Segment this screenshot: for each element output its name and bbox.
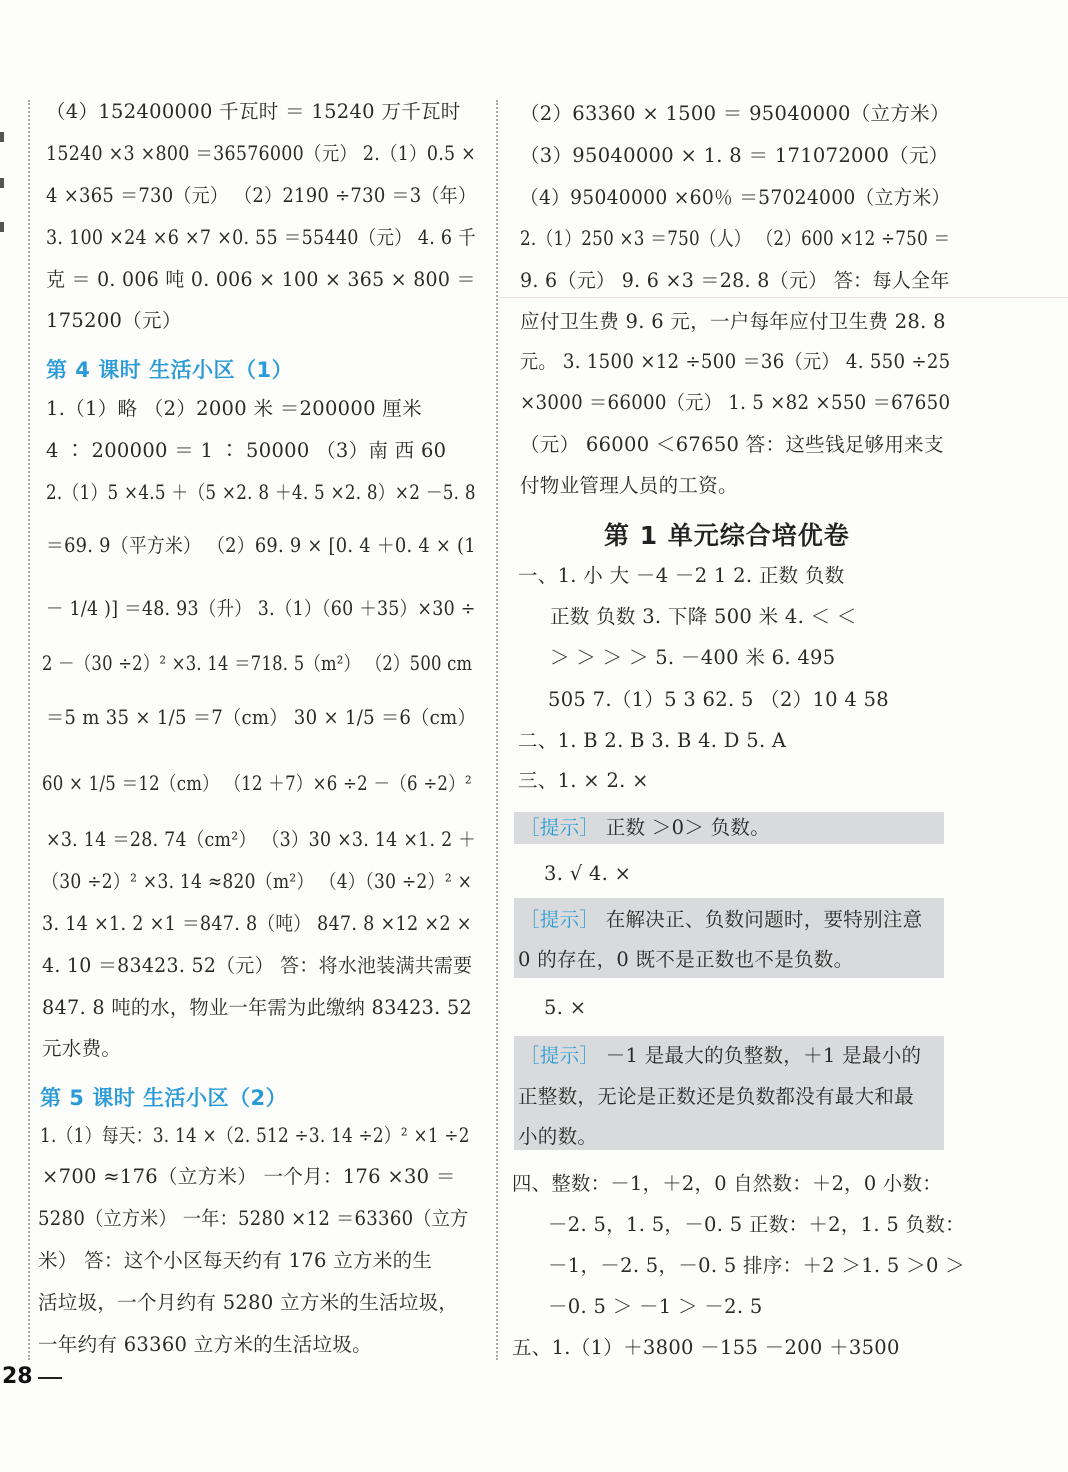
answer-line: 3. 14 ×1. 2 ×1 ＝847. 8（吨） 847. 8 ×12 ×2 ×	[42, 912, 472, 935]
answer-line: （30 ÷2）² ×3. 14 ≈820（m²） （4）（30 ÷2）² ×	[42, 870, 473, 893]
answer-line: 175200（元）	[46, 309, 182, 332]
answer-line: 5280（立方米） 一年：5280 ×12 ＝63360（立方	[38, 1207, 469, 1230]
answer-line: 正数 负数 3. 下降 500 米 4. ＜ ＜	[550, 605, 857, 628]
answer-line: －0. 5 ＞ －1 ＞ －2. 5	[548, 1295, 763, 1318]
answer-line: ＞ ＞ ＞ ＞ 5. －400 米 6. 495	[550, 646, 836, 669]
answer-line: ＝5 m 35 × 1/5 ＝7（cm） 30 × 1/5 ＝6（cm）	[46, 706, 476, 729]
answer-line: （3）95040000 × 1. 8 ＝ 171072000（元）	[520, 144, 949, 167]
answer-line: 505 7.（1）5 3 62. 5 （2）10 4 58	[548, 688, 889, 711]
fold-line	[500, 297, 1068, 298]
answer-line: ＝69. 9（平方米） （2）69. 9 × [0. 4 ＋0. 4 × (1	[46, 534, 476, 557]
answer-line: 付物业管理人员的工资。	[520, 474, 738, 497]
answer-line: 3. 100 ×24 ×6 ×7 ×0. 55 ＝55440（元） 4. 6 千	[46, 226, 476, 249]
hint-line	[520, 818, 770, 838]
answer-line: 2.（1）5 ×4.5 ＋（5 ×2. 8 ＋4. 5 ×2. 8）×2 －5. 8	[46, 481, 476, 504]
answer-line: 二、1. B 2. B 3. B 4. D 5. A	[518, 729, 787, 752]
answer-line: 元。 3. 1500 ×12 ÷500 ＝36（元） 4. 550 ÷25	[520, 350, 951, 373]
page-number-dash	[38, 1377, 62, 1379]
answer-line: （4）95040000 ×60％ ＝57024000（立方米）	[520, 186, 951, 209]
answer-line: 应付卫生费 9. 6 元，一户每年应付卫生费 28. 8	[520, 310, 946, 333]
answer-line: （4）152400000 千瓦时 ＝ 15240 万千瓦时	[46, 100, 461, 123]
hint-text: 正数 ＞0＞ 负数。	[605, 816, 771, 839]
answer-line: 4 ×365 ＝730（元） （2）2190 ÷730 ＝3（年）	[46, 184, 477, 207]
hint-tag: ［提示］	[520, 816, 600, 839]
answer-line: 1.（1）略 （2）2000 米 ＝200000 厘米	[46, 397, 422, 420]
hint-tag: ［提示］	[520, 1044, 600, 1067]
hint-text: 在解决正、负数问题时，要特别注意	[605, 908, 923, 931]
answer-line: 3. √ 4. ×	[544, 862, 632, 885]
answer-line: 4 ∶ 200000 ＝ 1 ∶ 50000 （3）南 西 60	[46, 439, 447, 462]
page-number: 28	[2, 1364, 33, 1389]
answer-line: 米） 答：这个小区每天约有 176 立方米的生	[38, 1249, 433, 1272]
hint-text: －1 是最大的负整数，＋1 是最小的	[605, 1044, 922, 1067]
hint-line	[520, 1046, 921, 1066]
answer-line: 2.（1）250 ×3 ＝750（人） （2）600 ×12 ÷750 ＝	[520, 227, 951, 250]
answer-line: 三、1. × 2. ×	[518, 769, 649, 792]
answer-line: 四、整数：－1，＋2，0 自然数：＋2，0 小数：	[512, 1172, 942, 1195]
answer-line: ×700 ≈176（立方米） 一个月：176 ×30 ＝	[42, 1165, 456, 1188]
answer-line: －1，－2. 5，－0. 5 排序：＋2 ＞1. 5 ＞0 ＞	[548, 1254, 965, 1277]
hint-box	[514, 898, 944, 978]
hint-tag: ［提示］	[520, 908, 600, 931]
answer-line: 60 × 1/5 ＝12（cm） （12 ＋7）×6 ÷2 －（6 ÷2）²	[42, 772, 472, 795]
answer-line: 克 ＝ 0. 006 吨 0. 006 × 100 × 365 × 800 ＝	[46, 268, 476, 291]
hint-line	[520, 910, 923, 930]
answer-line: （2）63360 × 1500 ＝ 95040000（立方米）	[520, 102, 950, 125]
answer-line: 2 －（30 ÷2）² ×3. 14 ＝718. 5（m²） （2）500 cm	[42, 652, 473, 675]
lesson-4-heading: 第 4 课时 生活小区（1）	[46, 358, 294, 382]
edge-mark	[0, 222, 4, 232]
answer-line: （元） 66000 ＜67650 答：这些钱足够用来支	[520, 433, 944, 456]
answer-line: 活垃圾，一个月约有 5280 立方米的生活垃圾，	[38, 1291, 459, 1314]
answer-line: 1.（1）每天：3. 14 ×（2. 512 ÷3. 14 ÷2）² ×1 ÷2	[40, 1124, 470, 1147]
hint-text: 小的数。	[518, 1125, 598, 1148]
hint-box	[514, 1036, 944, 1150]
answer-line: 4. 10 ＝83423. 52（元） 答：将水池装满共需要	[42, 954, 473, 977]
hint-text: 正整数，无论是正数还是负数都没有最大和最	[518, 1085, 915, 1108]
edge-mark	[0, 178, 4, 188]
answer-line: 一年约有 63360 立方米的生活垃圾。	[38, 1333, 372, 1356]
answer-line: －2. 5，1. 5，－0. 5 正数：＋2，1. 5 负数：	[548, 1213, 965, 1236]
answer-line: 9. 6（元） 9. 6 ×3 ＝28. 8（元） 答：每人全年	[520, 269, 950, 292]
answer-line: ×3. 14 ＝28. 74（cm²） （3）30 ×3. 14 ×1. 2 ＋	[46, 828, 476, 851]
hint-text: 0 的存在，0 既不是正数也不是负数。	[518, 948, 854, 971]
answer-line: 847. 8 吨的水，物业一年需为此缴纳 83423. 52	[42, 996, 473, 1019]
left-margin-divider	[28, 100, 30, 1360]
answer-line: 5. ×	[544, 996, 587, 1019]
column-divider	[496, 100, 498, 1360]
hint-box	[514, 812, 944, 844]
lesson-5-heading: 第 5 课时 生活小区（2）	[40, 1086, 288, 1110]
answer-line: 元水费。	[42, 1037, 122, 1060]
answer-line: － 1/4 )] ＝48. 93（升） 3.（1）（60 ＋35）×30 ÷	[46, 597, 476, 620]
unit-title: 第 1 单元综合培优卷	[604, 521, 850, 550]
answer-line: 15240 ×3 ×800 ＝36576000（元） 2.（1）0.5 ×	[46, 142, 477, 165]
answer-line: 一、1. 小 大 －4 －2 1 2. 正数 负数	[518, 564, 845, 587]
answer-line: 五、1.（1）＋3800 －155 －200 ＋3500	[512, 1336, 900, 1359]
answer-line: ×3000 ＝66000（元） 1. 5 ×82 ×550 ＝67650	[520, 391, 951, 414]
edge-mark	[0, 132, 4, 142]
